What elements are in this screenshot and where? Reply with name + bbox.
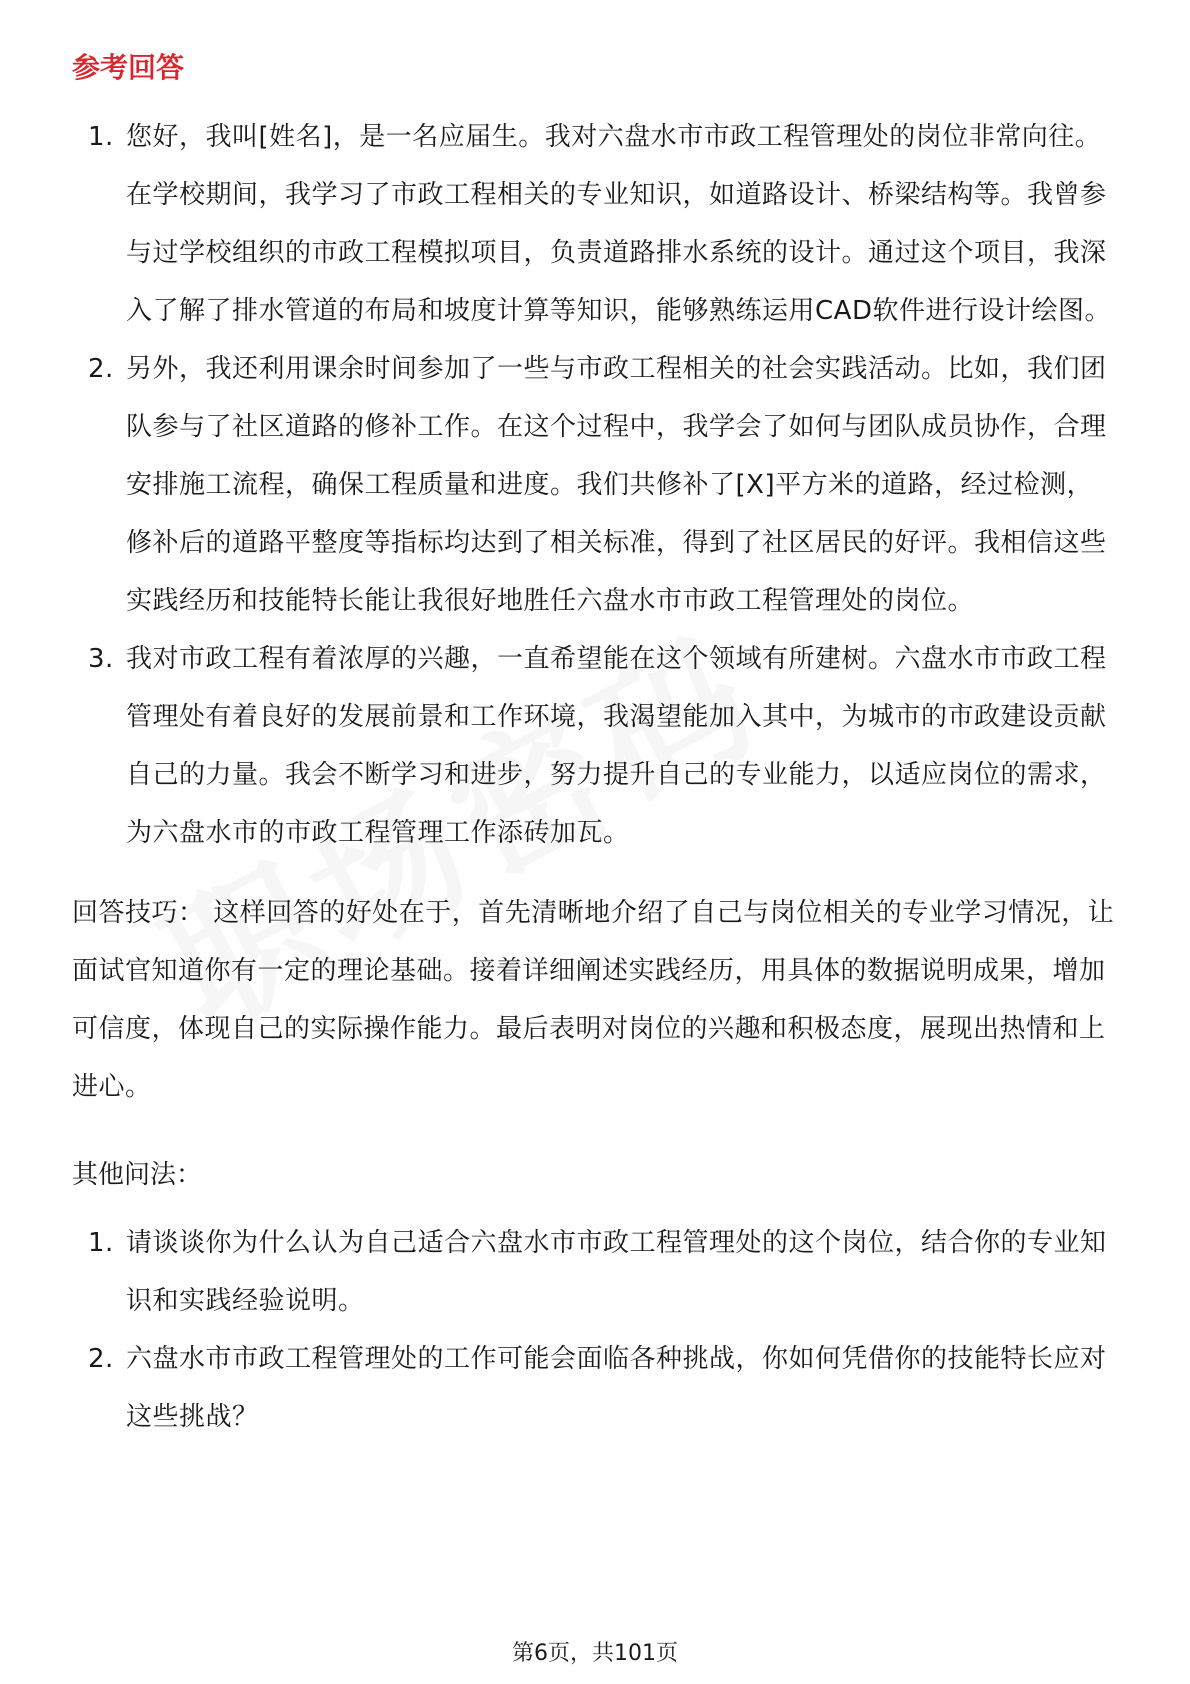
other-questions-list <box>72 1214 1118 1446</box>
answer-text: 我对市政工程有着浓厚的兴趣，一直希望能在这个领域有所建树。六盘水市市政工程管理处有着良好的发展前景和工作环境，我渴望能加入其中，为城市的市政建设贡献自己的力量。我会不断学习和进步，努力提升自己的专业能力，以适应岗位的需求，为六盘水市的市政工程管理工作添砖加瓦。 <box>126 644 1107 848</box>
section-title: 参考回答 <box>72 51 185 84</box>
answer-number: 3. <box>88 644 114 674</box>
question-number: 2. <box>88 1344 114 1374</box>
other-question-item <box>72 1330 1118 1446</box>
other-question-item <box>72 1214 1118 1330</box>
other-questions-heading: 其他问法： <box>72 1160 203 1190</box>
question-text: 六盘水市市政工程管理处的工作可能会面临各种挑战，你如何凭借你的技能特长应对这些挑战？ <box>126 1344 1107 1432</box>
answer-text: 另外，我还利用课余时间参加了一些与市政工程相关的社会实践活动。比如，我们团队参与了社区道路的修补工作。在这个过程中，我学会了如何与团队成员协作，合理安排施工流程，确保工程质量和进度。我们共修补了[X]平方米的道路，经过检测，修补后的道路平整度等指标均达到了相关标准，得到了社区居民的好评。我相信这些实践经历和技能特长能让我很好地胜任六盘水市市政工程管理处的岗位。 <box>126 354 1107 616</box>
answer-tips: 回答技巧： 这样回答的好处在于，首先清晰地介绍了自己与岗位相关的专业学习情况，让面试官知道你有一定的理论基础。接着详细阐述实践经历，用具体的数据说明成果，增加可信度，体现自己的实际操作能力。最后表明对岗位的兴趣和积极态度，展现出热情和上进心。 <box>72 898 1115 1102</box>
answer-number: 2. <box>88 354 114 384</box>
answer-item <box>72 108 1118 340</box>
answer-number: 1. <box>88 122 114 152</box>
question-text: 请谈谈你为什么认为自己适合六盘水市市政工程管理处的这个岗位，结合你的专业知识和实践经验说明。 <box>126 1228 1107 1316</box>
answer-text: 您好，我叫[姓名]，是一名应届生。我对六盘水市市政工程管理处的岗位非常向往。在学校期间，我学习了市政工程相关的专业知识，如道路设计、桥梁结构等。我曾参与过学校组织的市政工程模拟项目，负责道路排水系统的设计。通过这个项目，我深入了解了排水管道的布局和坡度计算等知识，能够熟练运用CAD软件进行设计绘图。 <box>126 122 1111 326</box>
question-number: 1. <box>88 1228 114 1258</box>
answer-item <box>72 340 1118 630</box>
page-footer: 第6页，共101页 <box>512 1641 678 1666</box>
answer-list <box>72 108 1118 862</box>
answer-item <box>72 630 1118 862</box>
document-content <box>72 48 1118 1446</box>
